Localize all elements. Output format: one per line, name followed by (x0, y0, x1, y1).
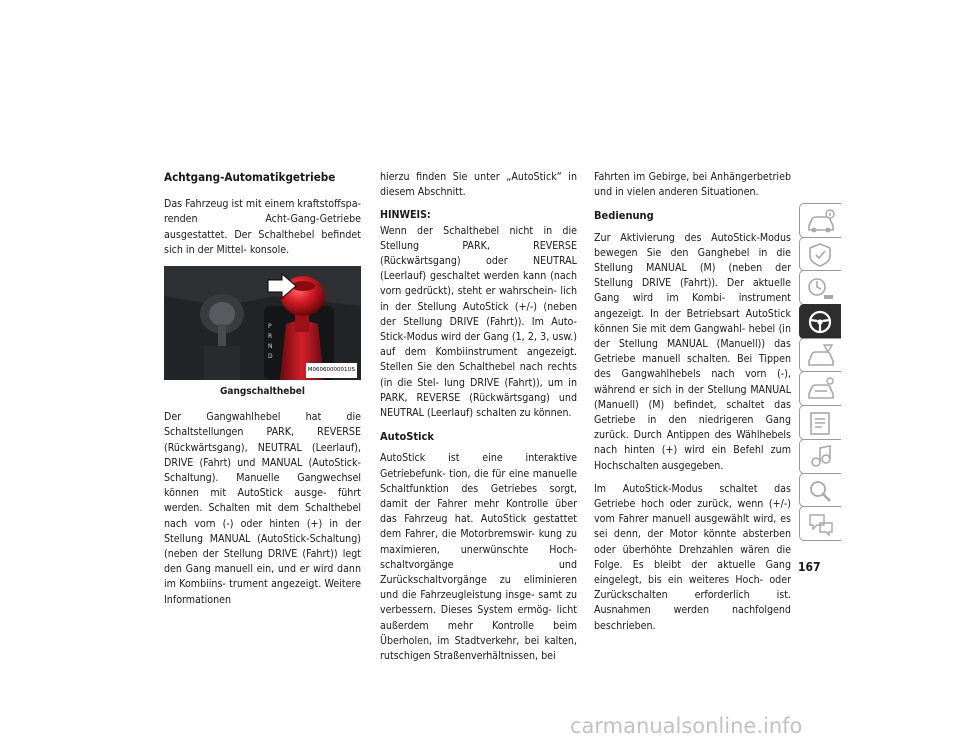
svg-text:P: P (268, 323, 272, 331)
intro-paragraph: Das Fahrzeug ist mit einem kraftstoffspa- renden Acht-Gang-Getriebe ausgestattet. Der Schalthebel befindet sich in der Mittel- konsole. (164, 198, 361, 256)
tab-multimedia[interactable] (799, 439, 841, 474)
note-paragraph (380, 208, 577, 421)
page-number: 167 (798, 560, 821, 574)
chapter-tabs (799, 203, 841, 540)
watermark: carmanualsonline.info (570, 714, 803, 738)
starting-icon (806, 275, 836, 301)
tab-service[interactable] (799, 371, 841, 406)
column-2 (380, 170, 577, 672)
paragraph: Im AutoStick-Modus schaltet das Getriebe hoch oder zurück, wenn (+/-) vom Fahrer manuell ausgewählt wird, es sei denn, der Motor könnte absterben oder überhöhte Drehzahlen wären die Folge. Es bleibt der aktuelle Gang eingelegt, bis ein weiteres Hoch- oder Zurückschalten erforderlich ist. Ausnahmen werden nachfolgend beschrieben. (594, 482, 791, 632)
svg-text:D: D (268, 353, 273, 361)
search-icon (806, 478, 836, 504)
tab-languages[interactable] (799, 506, 841, 541)
service-icon (806, 376, 836, 402)
column-1 (164, 170, 361, 616)
column-3 (594, 170, 791, 642)
gear-shifter-figure (164, 266, 361, 380)
section-heading: Bedienung (594, 209, 654, 223)
multimedia-icon (806, 444, 836, 470)
language-icon (806, 511, 836, 537)
paragraph: Fahrten im Gebirge, bei Anhängerbetrieb und in vielen anderen Situationen. (594, 171, 791, 199)
section-heading: Achtgang-Automatikgetriebe (164, 170, 336, 184)
tab-driving[interactable] (799, 304, 841, 339)
car-info-icon (806, 208, 836, 234)
tab-index[interactable] (799, 473, 841, 508)
emergency-icon (806, 343, 836, 369)
tab-car-info[interactable] (799, 203, 841, 238)
specifications-icon (806, 410, 836, 436)
section-heading: AutoStick (380, 430, 434, 444)
paragraph: Zur Aktivierung des AutoStick-Modus bewegen Sie den Ganghebel in die Stellung MANUAL (M) (neben der Stellung DRIVE (Fahrt)). Der aktuelle Gang wird im Kombi- instrument angezeigt. In der Betriebsart AutoStick können Sie mit dem Gangwahl- hebel (in der Stellung MANUAL (Manuell)) das Getriebe manuell schalten. Bei Tippen des Gangwahlhebels nach vorn (-), während er sich in der Stellung MANUAL (Manuell) (M) befindet, schaltet das Getriebe in den niedrigeren Gang zurück. Durch Antippen des Wählhebels nach hinten (+) wird ein Befehl zum Hochschalten ausgegeben. (594, 231, 791, 472)
tab-starting[interactable] (799, 270, 841, 305)
paragraph: AutoStick ist eine interaktive Getriebefunk- tion, die für eine manuelle Schaltfunktion des Getriebes sorgt, damit der Fahrer mehr Kontrolle über das Fahrzeug hat. AutoStick gestattet dem Fahrer, die Motorbremswir- kung zu maximieren, unerwünschte Hoch- schaltvorgänge und Zurückschaltvorgänge zu eliminieren und die Fahrzeugleistung insge- samt zu verbessern. Dieses System ermög- licht außerdem mehr Kontrolle beim Überholen, im Stadtverkehr, bei kalten, rutschigen Straßenverhältnissen, bei (380, 452, 577, 663)
paragraph: Der Gangwahlhebel hat die Schaltstellungen PARK, REVERSE (Rückwärtsgang), NEUTRAL (Leerlauf), DRIVE (Fahrt) und MANUAL (AutoStick-Schaltung). Manuelle Gangwechsel können mit AutoStick ausge- führt werden. Schalten mit dem Schalthebel nach vorn (-) oder hinten (+) in der Stellung MANUAL (AutoStick-Schaltung) (neben der Stellung DRIVE (Fahrt)) legt den Gang manuell ein, und er wird dann im Kombiins- trument angezeigt. Weitere Informationen (164, 411, 361, 606)
svg-text:N: N (268, 343, 273, 351)
note-text: Wenn der Schalthebel nicht in die Stellung PARK, REVERSE (Rückwärtsgang) oder NEUTRAL (Leerlauf) geschaltet werden kann (nach vorn gedrückt), steht er wahrschein- lich in der Stellung AutoStick (+/-) (neben der Stellung DRIVE (Fahrt)). Im Auto- Stick-Modus wird der Gang (1, 2, 3, usw.) auf dem Kombiinstrument angezeigt. Stellen Sie den Schalthebel nach rechts (in die Stel- lung DRIVE (Fahrt)), um in PARK, REVERSE (Rückwärtsgang) und NEUTRAL (Leerlauf) schalten zu können. (380, 224, 577, 420)
safety-icon (806, 242, 836, 268)
paragraph: hierzu finden Sie unter „AutoStick“ in diesem Abschnitt. (380, 171, 577, 199)
tab-safety[interactable] (799, 237, 841, 272)
tab-specifications[interactable] (799, 405, 841, 440)
svg-text:R: R (268, 333, 273, 341)
tab-emergency[interactable] (799, 338, 841, 373)
steering-wheel-icon (806, 309, 836, 335)
note-label: HINWEIS: (380, 209, 431, 222)
figure-caption: Gangschalthebel (220, 386, 305, 398)
figure-code: M0606000001US (306, 363, 357, 378)
